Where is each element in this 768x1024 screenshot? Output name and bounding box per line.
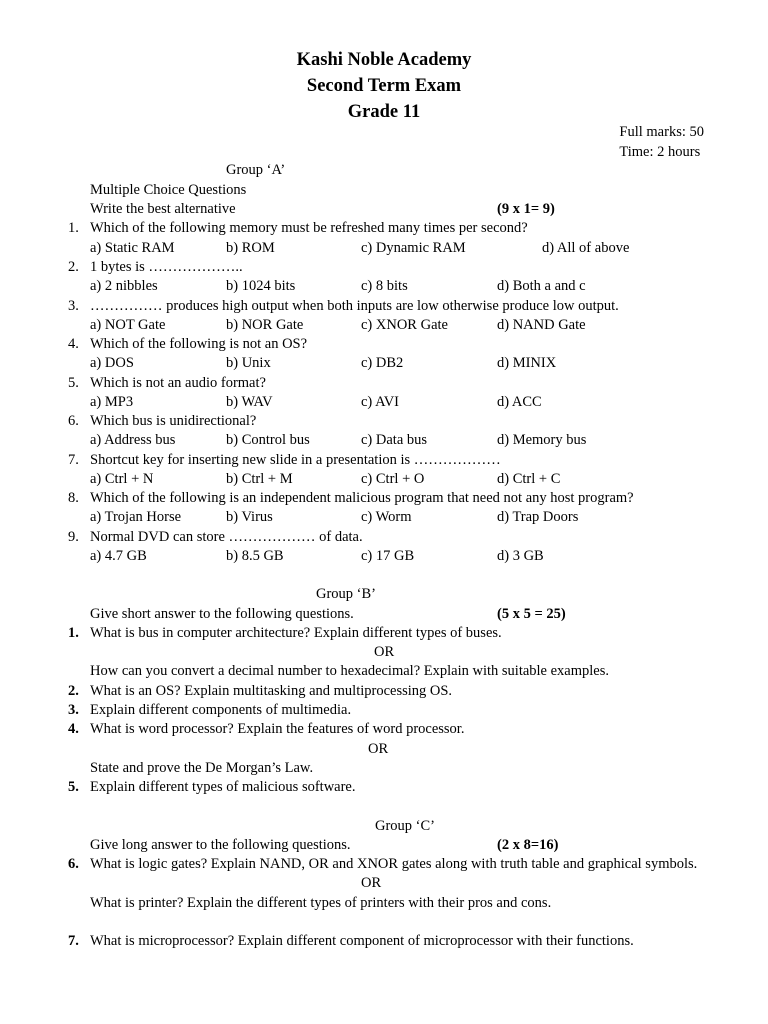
mcq-options	[0, 431, 768, 450]
mcq-options	[0, 239, 768, 258]
group-a-instruction: Write the best alternative	[90, 201, 236, 217]
grade-label: Grade 11	[347, 102, 421, 122]
question-number: 8.	[68, 490, 79, 506]
option-b: b) 1024 bits	[226, 278, 296, 294]
option-c: c) 8 bits	[361, 278, 408, 294]
question-text: Which of the following is an independent malicious program that need not any host program?	[90, 490, 634, 506]
question-number: 1.	[68, 625, 79, 641]
group-c-title: Group ‘C’	[375, 818, 436, 834]
group-a-title-line	[0, 161, 768, 180]
question-text: 1 bytes is ………………..	[90, 259, 243, 275]
option-c: c) DB2	[361, 355, 404, 371]
question-number: 4.	[68, 336, 79, 352]
group-c-title-line	[0, 817, 768, 836]
group-a-subtitle-line	[0, 181, 768, 200]
group-b-title: Group ‘B’	[316, 586, 377, 602]
option-c: c) 17 GB	[361, 548, 415, 564]
option-c: c) Dynamic RAM	[361, 240, 466, 256]
long-question-alt	[0, 894, 768, 913]
mcq-question	[0, 374, 768, 393]
option-d: d) Ctrl + C	[497, 471, 561, 487]
short-question-alt	[0, 759, 768, 778]
group-b-score: (5 x 5 = 25)	[497, 606, 566, 622]
question-text: What is word processor? Explain the features of word processor.	[90, 721, 465, 737]
question-text: What is microprocessor? Explain different component of microprocessor with their functions.	[90, 933, 634, 949]
group-a-instruction-line	[0, 200, 768, 219]
option-d: d) All of above	[542, 240, 630, 256]
question-text: Shortcut key for inserting new slide in a presentation is ………………	[90, 452, 501, 468]
short-question	[0, 720, 768, 739]
exam-name: Second Term Exam	[306, 76, 462, 96]
question-number: 1.	[68, 220, 79, 236]
question-text: Which of the following memory must be refreshed many times per second?	[90, 220, 528, 236]
question-number: 2.	[68, 259, 79, 275]
short-question	[0, 624, 768, 643]
mcq-options	[0, 470, 768, 489]
option-b: b) ROM	[226, 240, 275, 256]
question-text: Which of the following is not an OS?	[90, 336, 308, 352]
group-c-instruction: Give long answer to the following questions.	[90, 837, 351, 853]
option-b: b) 8.5 GB	[226, 548, 284, 564]
question-text: Normal DVD can store ……………… of data.	[90, 529, 363, 545]
option-b: b) Unix	[226, 355, 271, 371]
mcq-question	[0, 258, 768, 277]
school-name: Kashi Noble Academy	[296, 50, 472, 70]
long-question	[0, 855, 768, 874]
option-a: a) Trojan Horse	[90, 509, 182, 525]
question-number: 3.	[68, 298, 79, 314]
group-a-subtitle: Multiple Choice Questions	[90, 182, 247, 198]
option-d: d) ACC	[497, 394, 542, 410]
option-c: c) Data bus	[361, 432, 428, 448]
question-text: Which bus is unidirectional?	[90, 413, 257, 429]
mcq-options	[0, 277, 768, 296]
option-d: d) Trap Doors	[497, 509, 579, 525]
question-number: 2.	[68, 683, 79, 699]
question-number: 9.	[68, 529, 79, 545]
question-text: Explain different components of multimedia.	[90, 702, 352, 718]
mcq-options	[0, 547, 768, 566]
option-d: d) Both a and c	[497, 278, 586, 294]
mcq-question	[0, 335, 768, 354]
option-c: c) Ctrl + O	[361, 471, 425, 487]
question-number: 3.	[68, 702, 79, 718]
or-line	[0, 740, 768, 759]
question-text: What is an OS? Explain multitasking and multiprocessing OS.	[90, 683, 453, 699]
question-text: Which is not an audio format?	[90, 375, 266, 391]
mcq-question	[0, 528, 768, 547]
group-b-instruction-line	[0, 605, 768, 624]
question-text: How can you convert a decimal number to hexadecimal? Explain with suitable examples.	[90, 663, 610, 679]
question-text: State and prove the De Morgan’s Law.	[90, 760, 314, 776]
short-question	[0, 701, 768, 720]
option-b: b) Ctrl + M	[226, 471, 293, 487]
question-text: What is bus in computer architecture? Explain different types of buses.	[90, 625, 502, 641]
option-d: d) Memory bus	[497, 432, 587, 448]
option-d: d) 3 GB	[497, 548, 544, 564]
question-number: 7.	[68, 933, 79, 949]
group-b-instruction: Give short answer to the following questions.	[90, 606, 354, 622]
question-number: 4.	[68, 721, 79, 737]
option-a: a) MP3	[90, 394, 134, 410]
group-c-score: (2 x 8=16)	[497, 837, 559, 853]
option-c: c) Worm	[361, 509, 412, 525]
exam-meta	[619, 122, 704, 162]
or-separator: OR	[368, 741, 389, 757]
or-line	[0, 643, 768, 662]
question-number: 7.	[68, 452, 79, 468]
option-d: d) NAND Gate	[497, 317, 586, 333]
mcq-options	[0, 316, 768, 335]
full-marks: Full marks: 50	[619, 124, 704, 140]
mcq-options	[0, 393, 768, 412]
option-a: a) Static RAM	[90, 240, 175, 256]
option-b: b) Control bus	[226, 432, 310, 448]
option-a: a) 4.7 GB	[90, 548, 147, 564]
option-b: b) NOR Gate	[226, 317, 304, 333]
or-line	[0, 874, 768, 893]
question-number: 5.	[68, 375, 79, 391]
option-c: c) AVI	[361, 394, 399, 410]
mcq-question	[0, 451, 768, 470]
question-number: 5.	[68, 779, 79, 795]
question-number: 6.	[68, 856, 79, 872]
question-text: What is printer? Explain the different types of printers with their pros and cons.	[90, 895, 552, 911]
question-text: What is logic gates? Explain NAND, OR and XNOR gates along with truth table and graphical symbols.	[90, 856, 698, 872]
group-a-title: Group ‘A’	[226, 162, 286, 178]
option-a: a) Ctrl + N	[90, 471, 154, 487]
mcq-question	[0, 412, 768, 431]
mcq-question	[0, 219, 768, 238]
mcq-options	[0, 354, 768, 373]
question-text: …………… produces high output when both inputs are low otherwise produce low output.	[90, 298, 619, 314]
short-question	[0, 682, 768, 701]
question-text: Explain different types of malicious software.	[90, 779, 356, 795]
exam-time: Time: 2 hours	[619, 144, 701, 160]
option-b: b) Virus	[226, 509, 273, 525]
option-b: b) WAV	[226, 394, 273, 410]
group-a-score: (9 x 1= 9)	[497, 201, 555, 217]
short-question	[0, 778, 768, 797]
short-question-alt	[0, 662, 768, 681]
question-number: 6.	[68, 413, 79, 429]
long-question	[0, 932, 768, 951]
mcq-question	[0, 297, 768, 316]
option-c: c) XNOR Gate	[361, 317, 448, 333]
group-c-instruction-line	[0, 836, 768, 855]
exam-header	[0, 47, 768, 125]
mcq-question	[0, 489, 768, 508]
option-a: a) NOT Gate	[90, 317, 166, 333]
option-d: d) MINIX	[497, 355, 557, 371]
option-a: a) Address bus	[90, 432, 176, 448]
option-a: a) DOS	[90, 355, 134, 371]
or-separator: OR	[361, 875, 382, 891]
group-b-title-line	[0, 585, 768, 604]
or-separator: OR	[374, 644, 395, 660]
option-a: a) 2 nibbles	[90, 278, 158, 294]
mcq-options	[0, 508, 768, 527]
